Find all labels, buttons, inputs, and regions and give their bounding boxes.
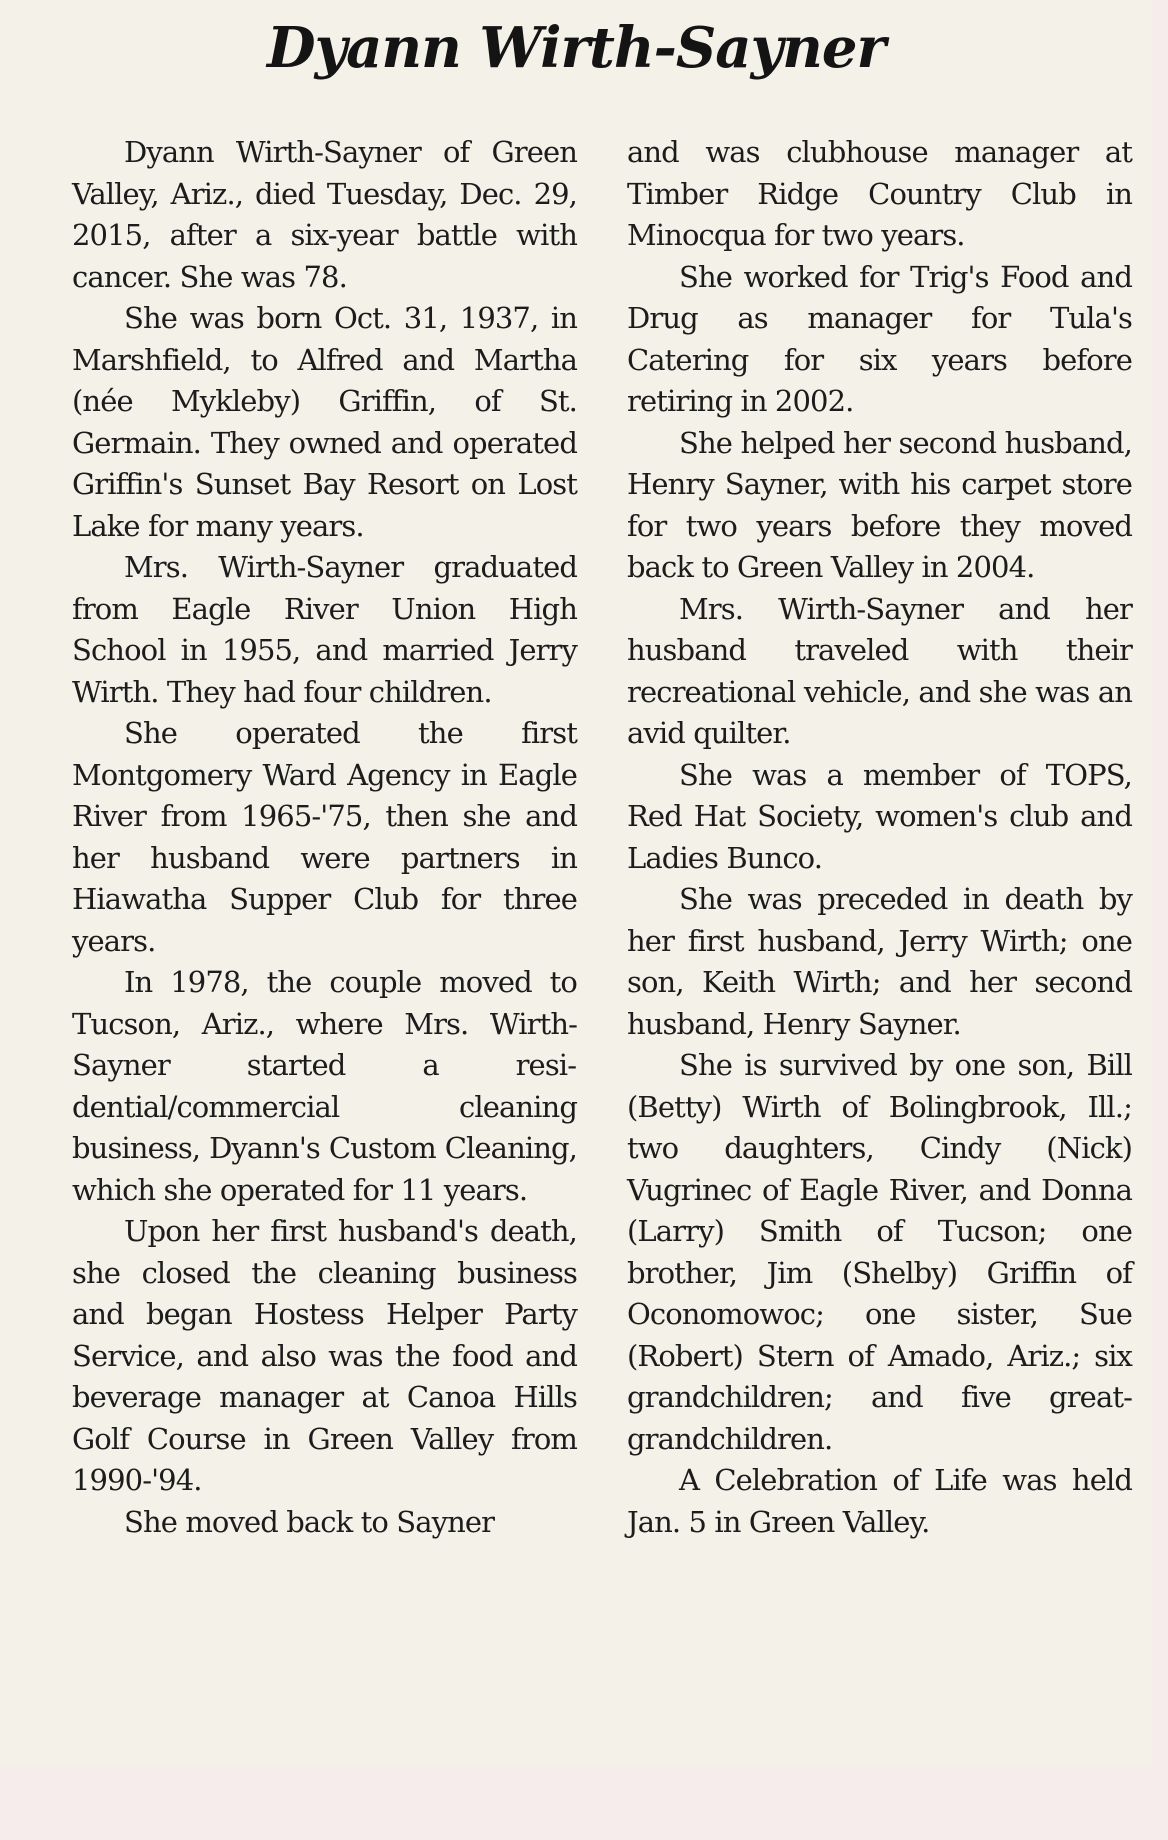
paragraph: She moved back to Sayner — [124, 1504, 495, 1539]
paragraph: She helped her second husband, Henry Sayner, with his carpet store for two years before they moved back to Green Valley in 2004. — [627, 425, 1132, 584]
paragraph-continued: and was clubhouse manager at Timber Ridge Country Club in Minocqua for two years. — [627, 135, 1132, 252]
paragraph: She is survived by one son, Bill (Betty) Wirth of Bolingbrook, Ill.; two daughters, Cindy (Nick) Vugrinec of Eagle River, and Donna (Larry) Smith of Tucson; one brother, Jim (Shelby) Griffin of Oconomowoc; one sister, Sue (Robert) Stern of Amado, Ariz.; six grandchildren; and five great-grandchildren. — [627, 1048, 1132, 1456]
paragraph: A Celebration of Life was held Jan. 5 in Green Valley. — [627, 1463, 1132, 1539]
paragraph: She was a member of TOPS, Red Hat Society, women's club and Ladies Bunco. — [627, 757, 1132, 875]
page-background-band — [0, 1765, 1168, 1840]
paragraph: In 1978, the couple moved to Tucson, Ariz., where Mrs. Wirth-Sayner started a residential/commercial cleaning business, Dyann's Custom Cleaning, which she operated for 11 years. — [72, 965, 577, 1207]
headline: Dyann Wirth-Sayner — [267, 15, 885, 81]
paragraph: Mrs. Wirth-Sayner graduated from Eagle River Union High School in 1955, and married Jerry Wirth. They had four children. — [72, 550, 577, 709]
paragraph: Mrs. Wirth-Sayner and her husband traveled with their recreational vehicle, and she was an avid quilter. — [627, 591, 1132, 750]
paragraph: She was born Oct. 31, 1937, in Marshfield, to Alfred and Martha (née Mykleby) Griffin, of St. Germain. They owned and operated Griffin's Sunset Bay Resort on Lost Lake for many years. — [72, 301, 577, 543]
paragraph: She worked for Trig's Food and Drug as manager for Tula's Catering for six years before retiring in 2002. — [627, 259, 1132, 418]
paragraph: Dyann Wirth-Sayner of Green Valley, Ariz., died Tuesday, Dec. 29, 2015, after a six-year battle with cancer. She was 78. — [72, 135, 577, 294]
left-column — [72, 132, 577, 1543]
right-column — [627, 132, 1132, 1543]
paragraph: She operated the first Montgomery Ward Agency in Eagle River from 1965-'75, then she and her husband were partners in Hiawatha Supper Club for three years. — [72, 716, 577, 958]
paragraph: She was preceded in death by her first husband, Jerry Wirth; one son, Keith Wirth; and her second husband, Henry Sayner. — [627, 882, 1132, 1041]
paragraph: Upon her first husband's death, she closed the cleaning business and began Hostess Helper Party Service, and also was the food and beverage manager at Canoa Hills Golf Course in Green Valley from 1990-'94. — [72, 1214, 577, 1497]
